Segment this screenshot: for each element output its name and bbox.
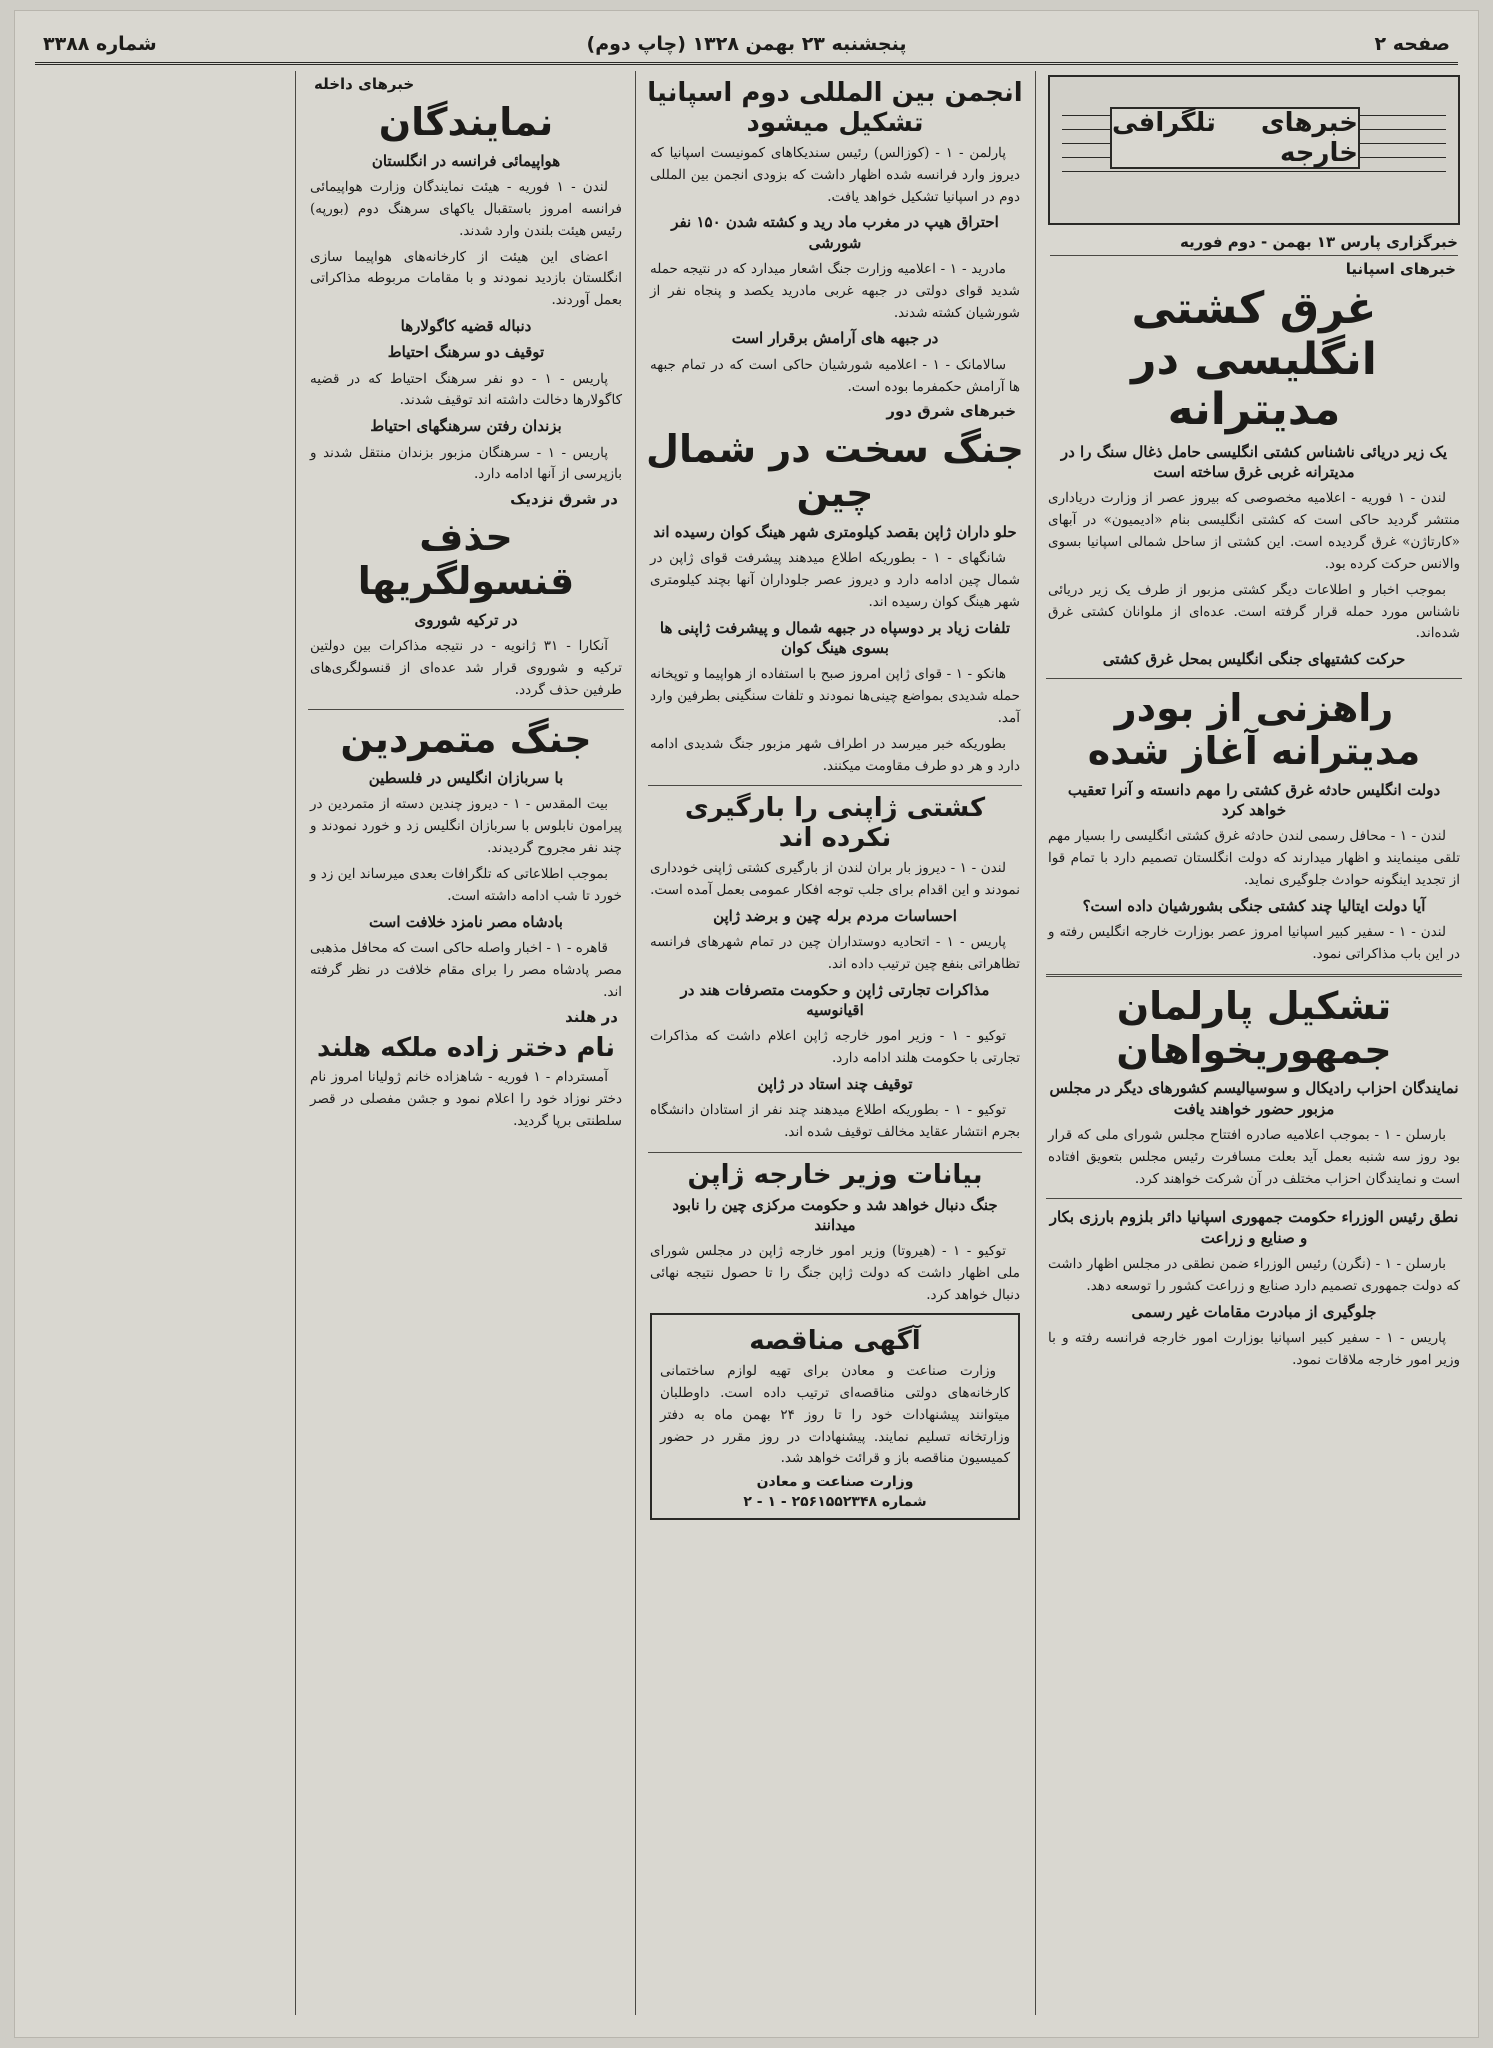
section-label: در هلند: [565, 1007, 618, 1026]
article-paragraph: بارسلن - ۱ - بموجب اعلامیه صادره افتتاح مجلس شورای ملی که قرار بود روز سه شنبه بعمل آید بعلت مسافرت رئیس مجلس بتعویق افتاده است و نمایندگان احزاب مختلف در آن شرکت خواهند کرد.: [1048, 1126, 1460, 1187]
divider: [1046, 974, 1462, 977]
subheadline: توقیف چند استاد در ژاپن: [757, 1075, 913, 1094]
subheadline: دولت انگلیس حادثه غرق کشتی را مهم دانسته و آنرا تعقیب خواهد کرد: [1067, 780, 1441, 820]
article-paragraph: پاریس - ۱ - سفیر کبیر اسپانیا بوزارت امور خارجه فرانسه رفته و با وزیر امور خارجه ملاقات نمود.: [1048, 1329, 1460, 1368]
column-rule: [635, 71, 636, 2015]
divider: [648, 1152, 1022, 1153]
article-paragraph: هانکو - ۱ - قوای ژاپن امروز صبح با استفاده از هواپیما و توپخانه حمله شدیدی بمواضع چینی‌ها نمودند و تلفات سنگینی بطرفین وارد آمد.: [650, 666, 1020, 726]
column-rule: [1035, 71, 1036, 2015]
article-paragraph: لندن - ۱ فوریه - هیئت نمایندگان وزارت هواپیمائی فرانسه امروز باستقبال یاکهای سرهنگ دوم (بورپه) رئیس هیئت بلندن وارد شدند.: [310, 178, 622, 239]
subheadline: در جبهه های آرامش برقرار است: [731, 329, 939, 348]
subheadline: نطق رئیس الوزراء حکومت جمهوری اسپانیا دائر بلزوم بارزی بکار و صنایع و زراعت: [1049, 1208, 1459, 1247]
article-paragraph: پاریس - ۱ - سرهنگان مزبور بزندان منتقل شدند و بازپرسی از آنها ادامه دارد.: [310, 444, 622, 483]
subheadline: مذاکرات تجارتی ژاپن و حکومت متصرفات هند در اقیانوسیه: [680, 980, 990, 1020]
divider: [308, 709, 624, 710]
subheadline: احتراق هیپ در مغرب ماد رید و کشته شدن ۱۵۰ نفر شورشی: [671, 213, 999, 252]
article-paragraph: شانگهای - ۱ - بطوریکه اطلاع میدهند پیشرفت قوای ژاپن در شمال چین ادامه دارد و دیروز عصر جلوداران آنها بچند کیلومتری شهر هینگ کوان رسیده اند.: [650, 550, 1020, 610]
subheadline: بادشاه مصر نامزد خلافت است: [369, 912, 563, 931]
article-paragraph: پاریس - ۱ - اتحادیه دوستداران چین در تمام شهرهای فرانسه تظاهراتی بنفع چین ترتیب داده اند.: [650, 934, 1020, 973]
page-number: صفحه ۲: [1374, 33, 1450, 55]
headline: جنگ سخت در شمال چین: [646, 427, 1024, 516]
subheadline: بزندان رفتن سرهنگهای احتیاط: [370, 417, 562, 436]
article-paragraph: توکیو - ۱ - (هیروتا) وزیر امور خارجه ژاپن در مجلس شورای ملی اظهار داشت که دولت ژاپن جنگ را تا حصول نتیجه نهائی دنبال خواهد کرد.: [650, 1243, 1020, 1304]
article-paragraph: توکیو - ۱ - وزیر امور خارجه ژاپن اعلام داشت که مذاکرات تجارتی با حکومت هلند ادامه دارد.: [650, 1028, 1020, 1067]
column-rule: [295, 71, 296, 2015]
divider: [1046, 678, 1462, 679]
news-dateline: خبرگزاری پارس ۱۳ بهمن - دوم فوریه: [1050, 233, 1458, 256]
article-paragraph: اعضای این هیئت از کارخانه‌های هواپیما سازی انگلستان بازدید نمودند و با مقامات مربوطه مذاکراتی بعمل آوردند.: [310, 248, 622, 309]
subheadline: جنگ دنبال خواهد شد و حکومت مرکزی چین را نابود میدانند: [672, 1195, 998, 1235]
banner-line: [1062, 171, 1446, 172]
headline: غرق کشتی انگلیسی در مدیترانه: [1131, 283, 1377, 436]
headline: جنگ متمردین: [340, 717, 592, 762]
subheadline: حلو داران ژاپن بقصد کیلومتری شهر هینگ کوان رسیده اند: [653, 522, 1017, 541]
section-banner: [1048, 75, 1460, 225]
headline: حذف قنسولگریها: [357, 515, 575, 603]
ad-signature: وزارت صناعت و معادن: [756, 1474, 914, 1491]
subheadline: جلوگیری از مبادرت مقامات غیر رسمی: [1131, 1302, 1377, 1321]
subheadline: توقیف دو سرهنگ احتیاط: [387, 343, 545, 362]
article-paragraph: پارلمن - ۱ - (کوزالس) رئیس سندیکاهای کمونیست اسپانیا که دیروز وارد فرانسه شده اظهار داشت که بزودی انجمن بین المللی دوم در اسپانیا تشکیل خواهد یافت.: [650, 144, 1020, 205]
issue-date: پنجشنبه ۲۳ بهمن ۱۳۲۸ (چاپ دوم): [586, 33, 907, 55]
article-paragraph: بموجب اطلاعاتی که تلگرافات بعدی میرساند این زد و خورد تا شب ادامه داشته است.: [310, 866, 622, 904]
section-label: در شرق نزدیک: [510, 490, 618, 509]
headline: نام دختر زاده ملکه هلند: [316, 1032, 616, 1063]
ad-text: وزارت صناعت و معادن برای تهیه لوازم ساختمانی کارخانه‌های دولتی مناقصه‌ای ترتیب داده است. داوطلبان میتوانند پیشنهادات خود را تا روز ۲۴ بهمن ماه به دفتر وزارتخانه تسلیم نمایند. پیشنهادات در روز مقرر در حضور کمیسیون مناقصه باز و قرائت خواهد شد.: [660, 1362, 1010, 1467]
article-paragraph: بموجب اخبار و اطلاعات دیگر کشتی مزبور از طرف یک زیر دریائی ناشناس مورد حمله قرار گرفته است. عده‌ای از ملوانان کشتی غرق شده‌اند.: [1048, 581, 1460, 642]
article-paragraph: سالامانک - ۱ - اعلامیه شورشیان حاکی است که در تمام جبهه ها آرامش حکمفرما بوده است.: [650, 356, 1020, 395]
banner-title: خبرهای تلگرافی خارجه: [1112, 108, 1358, 168]
headline: نمایندگان: [378, 100, 554, 144]
masthead: [35, 25, 1458, 65]
article-paragraph: آمستردام - ۱ فوریه - شاهزاده خانم ژولیانا امروز نام دختر نوزاد خود را اعلام نمود و جشن مفصلی در قصر سلطنتی برپا گردید.: [310, 1069, 622, 1130]
article-paragraph: لندن - ۱ - دیروز بار بران لندن از بارگیری کشتی ژاپنی خودداری نمودند و این اقدام برای جلب توجه افکار عمومی بعمل آمده است.: [650, 860, 1020, 899]
article-paragraph: مادرید - ۱ - اعلامیه وزارت جنگ اشعار میدارد که در نتیجه حمله شدید قوای دولتی در جبهه غربی مادرید یکصد و پنجاه نفر از شورشیان کشته شدند.: [650, 260, 1020, 321]
headline: کشتی ژاپنی را بارگیری نکرده اند: [684, 793, 986, 854]
divider: [648, 785, 1022, 786]
subheadline: در ترکیه شوروی: [414, 610, 518, 629]
article-paragraph: بیت المقدس - ۱ - دیروز چندین دسته از متمردین در پیرامون نابلوس با سربازان انگلیس زد و خورد نمودند و چند نفر مجروح گردیدند.: [310, 796, 622, 857]
advertisement: [650, 1313, 1020, 1520]
ad-code: شماره ۲۵۶۱۵۵۲۳۴۸ - ۱ - ۲: [743, 1494, 927, 1511]
headline: بیانات وزیر خارجه ژاپن: [687, 1160, 983, 1191]
subheadline: نمایندگان احزاب رادیکال و سوسیالیسم کشورهای دیگر در مجلس مزبور حضور خواهند یافت: [1049, 1079, 1459, 1118]
subheadline: احساسات مردم برله چین و برضد ژاپن: [713, 906, 957, 925]
article-paragraph: بارسلن - ۱ - (نگرن) رئیس الوزراء ضمن نطقی در مجلس اظهار داشت که دولت جمهوری تصمیم دارد صنایع و زراعت کشور را توسعه دهد.: [1048, 1255, 1460, 1294]
column-left: [306, 71, 626, 2015]
headline: انجمن بین المللی دوم اسپانیا تشکیل میشود: [647, 78, 1023, 138]
article-paragraph: پاریس - ۱ - دو نفر سرهنگ احتیاط که در قضیه کاگولارها دخالت داشته اند توقیف شدند.: [310, 370, 622, 409]
column-center-right: [646, 71, 1024, 2015]
headline: راهزنی از بودر مدیترانه آغاز شده: [1087, 685, 1421, 774]
article-paragraph: قاهره - ۱ - اخبار واصله حاکی است که محافل مذهبی مصر پادشاه مصر را برای مقام خلافت در نظر گرفته اند.: [310, 939, 622, 1000]
issue-number: شماره ۳۳۸۸: [43, 33, 157, 55]
subheadline: دنباله قضیه کاگولارها: [400, 317, 532, 336]
article-paragraph: آنکارا - ۳۱ ژانویه - در نتیجه مذاکرات بین دولتین ترکیه و شوروی قرار شد عده‌ای از قنسولگری‌های طرفین حذف گردد.: [310, 637, 622, 698]
ad-title: آگهی مناقصه: [749, 1326, 921, 1357]
column-right: [1044, 71, 1464, 2015]
corner-label: خبرهای داخله: [314, 75, 415, 93]
article-paragraph: توکیو - ۱ - بطوریکه اطلاع میدهند چند نفر از استادان دانشگاه بجرم انتشار عقاید مخالف توقیف شده اند.: [650, 1102, 1020, 1141]
article-paragraph: بطوریکه خبر میرسد در اطراف شهر مزبور جنگ شدیدی ادامه دارد و هر دو طرف مقاومت میکنند.: [650, 735, 1020, 774]
section-label: خبرهای اسپانیا: [1345, 260, 1456, 278]
divider: [1046, 1198, 1462, 1199]
newspaper-page: [14, 10, 1479, 2038]
article-paragraph: لندن - ۱ - محافل رسمی لندن حادثه غرق کشتی انگلیسی را بسیار مهم تلقی مینمایند و اظهار میدارند که دولت انگلستان تصمیم دارد با تمام قوا از تجدید اینگونه حوادث جلوگیری نماید.: [1048, 828, 1460, 889]
article-paragraph: لندن - ۱ فوریه - اعلامیه مخصوصی که بیروز عصر از وزارت دریاداری منتشر گردید حاکی است که کشتی انگلیسی بنام «ادیمیون» در آبهای «کارتاژن» غرق گردیده است. این کشتی از ساحل شمالی اسپانیا بسوی والانس حرکت کرده بود.: [1048, 490, 1460, 572]
subheadline: هواپیمائی فرانسه در انگلستان: [371, 151, 561, 170]
subheadline: با سربازان انگلیس در فلسطین: [368, 769, 564, 788]
subheadline: یک زیر دریائی ناشناس کشتی انگلیسی حامل ذغال سنگ را در مدیترانه غربی غرق ساخته است: [1060, 442, 1448, 482]
subheadline: حرکت کشتیهای جنگی انگلیس بمحل غرق کشتی: [1102, 650, 1406, 669]
subheadline: آیا دولت ایتالیا چند کشتی جنگی بشورشیان داده است؟: [1082, 897, 1426, 915]
section-label: خبرهای شرق دور: [886, 402, 1016, 421]
headline: تشکیل پارلمان جمهوریخواهان: [1116, 983, 1392, 1072]
subheadline: تلفات زیاد بر دوسپاه در جبهه شمال و پیشرفت ژاپنی ها بسوی هینگ کوان: [659, 618, 1011, 657]
article-paragraph: لندن - ۱ - سفیر کبیر اسپانیا امروز عصر بوزارت خارجه انگلیس رفته و در این باب مذاکراتی نمود.: [1048, 924, 1460, 963]
